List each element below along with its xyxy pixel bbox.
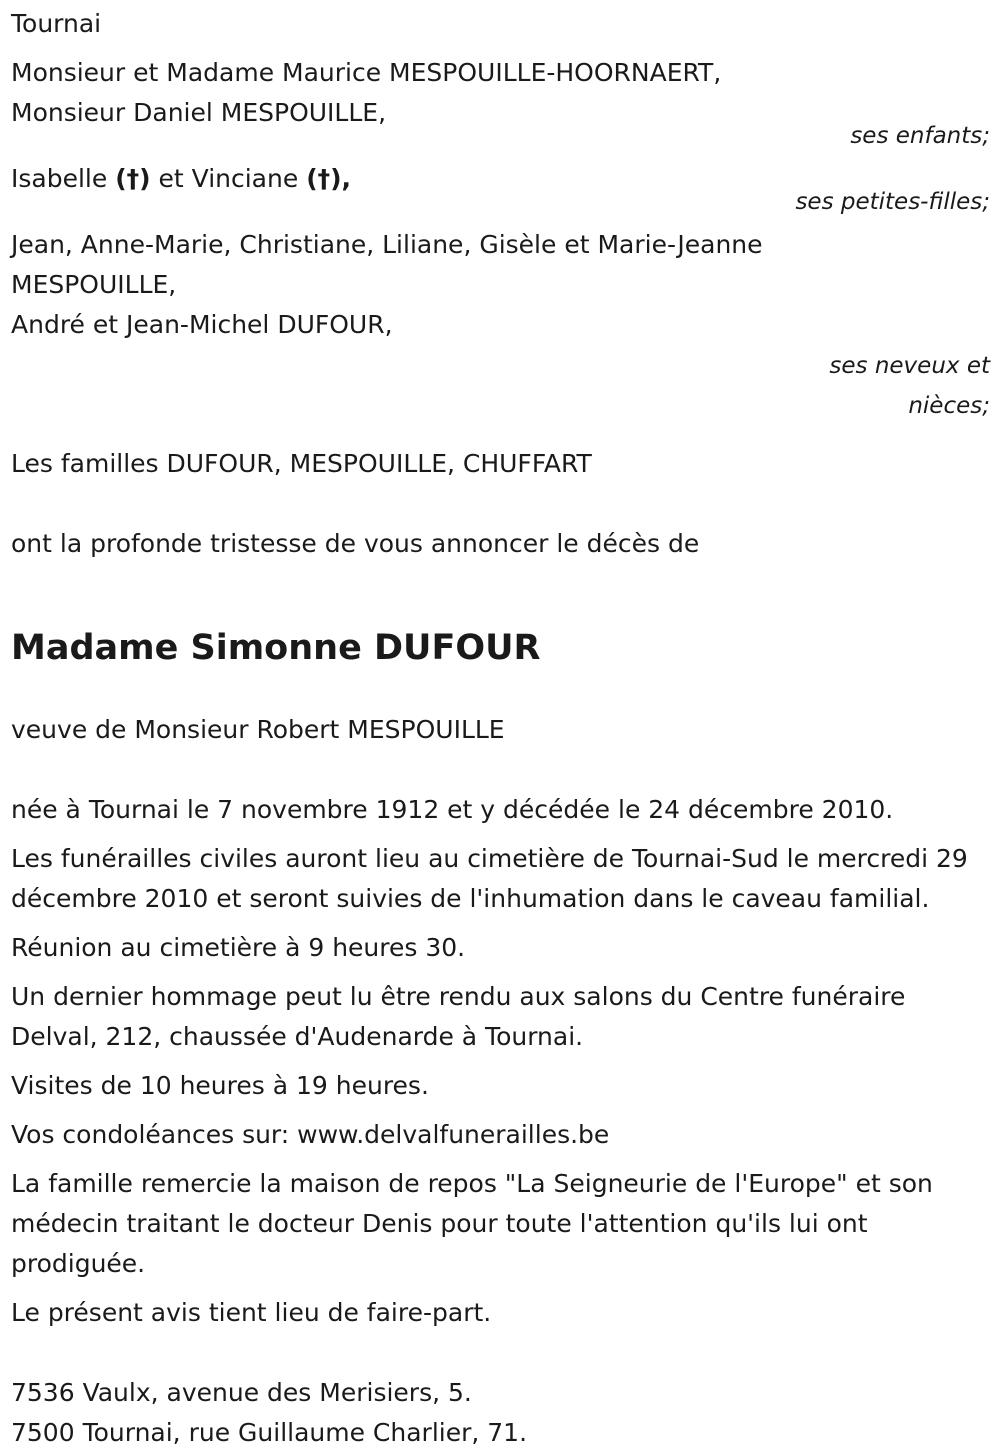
families-line: Les familles DUFOUR, MESPOUILLE, CHUFFART — [11, 449, 592, 478]
visits-line: Visites de 10 heures à 19 heures. — [11, 1071, 429, 1100]
condolences-line: Vos condoléances sur: www.delvalfunerailles.be — [11, 1120, 610, 1149]
nephews-role: ses neveux et — [829, 353, 990, 379]
announcement-line: ont la profonde tristesse de vous annoncer le décès de — [11, 529, 700, 558]
city-heading: Tournai — [11, 9, 102, 38]
funeral-paragraph: Les funérailles civiles auront lieu au cimetière de Tournai-Sud le mercredi 29 décembre 2010 et seront suivies de l'inhumation dans le caveau familial. — [11, 844, 968, 913]
granddaughters-role: ses petites-filles; — [795, 189, 990, 215]
notice-line: Le présent avis tient lieu de faire-part. — [11, 1298, 492, 1327]
nephews-line: MESPOUILLE, — [11, 270, 177, 299]
children-line: Monsieur et Madame Maurice MESPOUILLE-HOORNAERT, — [11, 58, 722, 87]
meeting-line: Réunion au cimetière à 9 heures 30. — [11, 933, 466, 962]
nephews-line: Jean, Anne-Marie, Christiane, Liliane, Gisèle et Marie-Jeanne — [11, 230, 763, 259]
nephews-line: André et Jean-Michel DUFOUR, — [11, 310, 393, 339]
addresses-block — [11, 1373, 990, 1453]
granddaughter-name: Isabelle — [11, 164, 108, 193]
children-line: Monsieur Daniel MESPOUILLE, — [11, 98, 387, 127]
nephews-role: nièces; — [908, 393, 990, 419]
granddaughters-block — [11, 159, 990, 222]
address-line: 7500 Tournai, rue Guillaume Charlier, 71. — [11, 1418, 528, 1447]
tribute-paragraph: Un dernier hommage peut lu être rendu aux salons du Centre funéraire Delval, 212, chaussée d'Audenarde à Tournai. — [11, 982, 906, 1051]
cross-icon: (†) — [115, 164, 151, 193]
birth-death-line: née à Tournai le 7 novembre 1912 et y décédée le 24 décembre 2010. — [11, 795, 894, 824]
cross-icon: (†), — [306, 164, 352, 193]
children-block — [11, 53, 990, 156]
address-line: 7536 Vaulx, avenue des Merisiers, 5. — [11, 1378, 472, 1407]
widow-line: veuve de Monsieur Robert MESPOUILLE — [11, 715, 505, 744]
nephews-block — [11, 225, 990, 426]
children-role: ses enfants; — [850, 123, 990, 149]
deceased-name: Madame Simonne DUFOUR — [11, 628, 541, 668]
granddaughter-name: et Vinciane — [158, 164, 299, 193]
thanks-paragraph: La famille remercie la maison de repos "La Seigneurie de l'Europe" et son médecin traitant le docteur Denis pour toute l'attention qu'ils lui ont prodiguée. — [11, 1169, 933, 1278]
